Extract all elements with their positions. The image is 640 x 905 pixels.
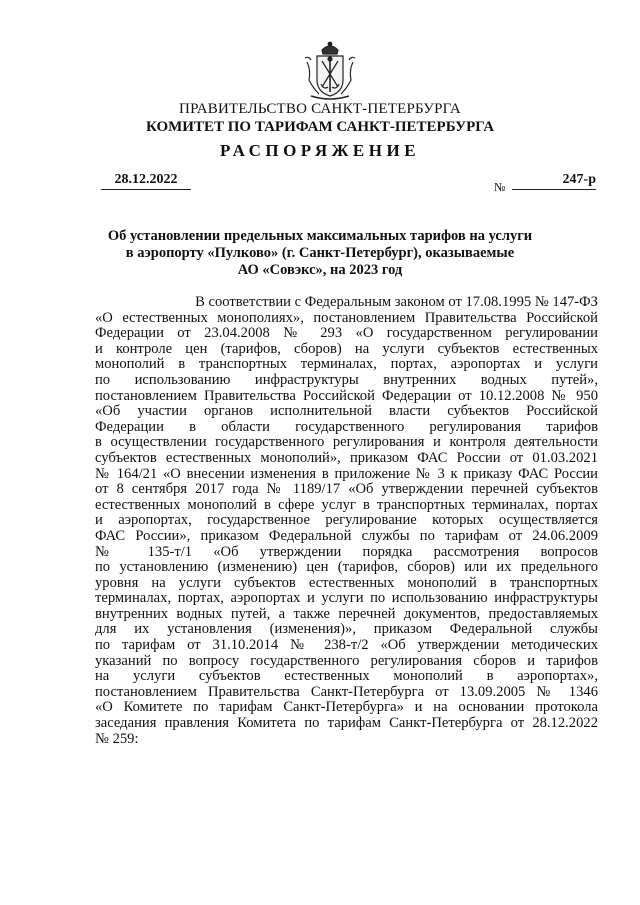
- body-line: уровня на услуги субъектов естественных монополий в транспортных: [95, 574, 598, 591]
- body-line: в осуществлении государственного регулирования и контроля деятельности: [95, 434, 598, 451]
- title-line: Об установлении предельных максимальных тарифов на услуги: [107, 228, 533, 244]
- body-line: № 259:: [95, 730, 139, 747]
- coat-of-arms-icon: [295, 40, 365, 102]
- document-type: РАСПОРЯЖЕНИЕ: [219, 141, 421, 160]
- title-line: в аэропорту «Пулково» (г. Санкт-Петербург), оказываемые: [125, 245, 515, 261]
- body-line: постановлением Правительства Санкт-Петербурга от 13.09.2005 № 1346: [95, 683, 598, 700]
- document-body: [95, 295, 598, 747]
- body-line: по установлению (изменению) цен (тарифов, сборов) или их предельного: [95, 559, 598, 576]
- body-line: «Об участии органов исполнительной власти субъектов Российской: [95, 403, 598, 420]
- body-line: заседания правления Комитета по тарифам Санкт-Петербурга от 28.12.2022: [95, 715, 598, 732]
- document-date: 28.12.2022: [101, 172, 191, 190]
- body-line: № 164/21 «О внесении изменения в приложение № 3 к приказу ФАС России: [95, 465, 598, 482]
- body-line: постановлением Правительства Российской Федерации от 10.12.2008 № 950: [95, 387, 598, 404]
- body-line: № 135-т/1 «Об утверждении порядка рассмотрения вопросов: [95, 543, 598, 560]
- body-line: монополий в транспортных терминалах, портах, аэропортах и услуги: [95, 356, 598, 373]
- body-line: на услуги субъектов естественных монополий в аэропортах»,: [95, 668, 598, 685]
- body-line: и аэропортах, государственное регулирование которых осуществляется: [95, 512, 598, 529]
- body-line: субъектов естественных монополий», приказом ФАС России от 01.03.2021: [95, 449, 598, 466]
- body-line: Федерации в области государственного регулирования тарифов: [95, 418, 598, 435]
- document-title: [100, 228, 540, 279]
- body-line: Федерации от 23.04.2008 № 293 «О государственном регулировании: [95, 325, 598, 342]
- body-line: указаний по вопросу государственного регулирования сборов и тарифов: [95, 652, 598, 669]
- title-line: АО «Совэкс», на 2023 год: [237, 262, 403, 278]
- body-line: внутренних водных путей, а также перечней документов, предоставляемых: [95, 605, 598, 622]
- body-line: по использованию инфраструктуры внутренних водных путей»,: [95, 371, 598, 388]
- body-line: для их установления (изменения)», приказом Федеральной службы: [95, 621, 598, 638]
- body-line: и контроле цен (тарифов, сборов) на услуги субъектов естественных: [95, 340, 598, 357]
- body-line: «О Комитете по тарифам Санкт-Петербурга» и на основании протокола: [95, 699, 598, 716]
- body-line: по тарифам от 31.10.2014 № 238-т/2 «Об утверждении методических: [95, 637, 598, 654]
- body-line: естественных монополий в сфере услуг в транспортных терминалах, портах: [95, 496, 598, 513]
- body-line: от 8 сентября 2017 года № 1189/17 «Об утверждении перечней субъектов: [95, 481, 598, 498]
- committee-name: КОМИТЕТ ПО ТАРИФАМ САНКТ-ПЕТЕРБУРГА: [145, 119, 495, 135]
- document-number: 247-р: [512, 172, 596, 190]
- body-line: терминалах, портах, аэропортах и услуги по использованию инфраструктуры: [95, 590, 598, 607]
- body-line: ФАС России», приказом Федеральной службы по тарифам от 24.06.2009: [95, 527, 598, 544]
- government-name: ПРАВИТЕЛЬСТВО САНКТ-ПЕТЕРБУРГА: [179, 101, 461, 117]
- number-label: №: [494, 180, 506, 194]
- body-line: В соответствии с Федеральным законом от 17.08.1995 № 147-ФЗ: [151, 294, 598, 310]
- body-line: «О естественных монополиях», постановлением Правительства Российской: [95, 309, 598, 326]
